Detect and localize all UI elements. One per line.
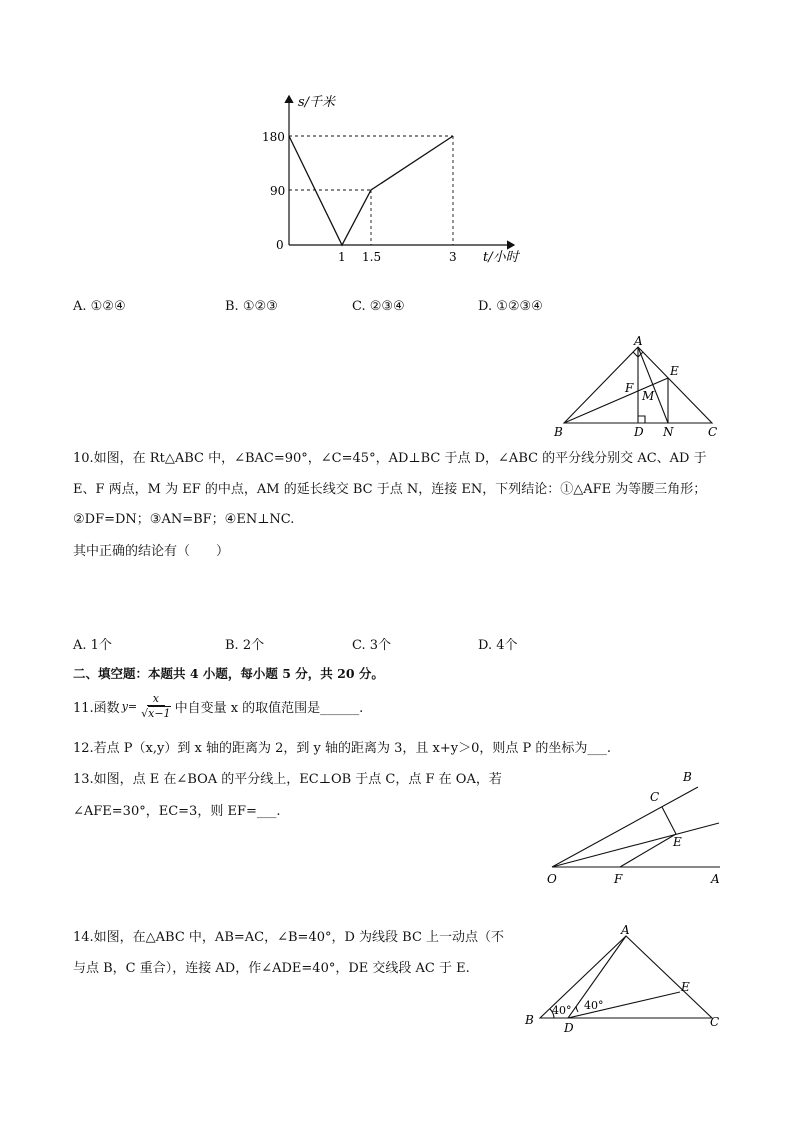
q10-label-b: B <box>554 425 563 439</box>
q11-denominator-text: x−1 <box>148 707 171 720</box>
segment-fe <box>620 834 676 867</box>
q14-angle-d: 40° <box>584 999 604 1012</box>
q11-numerator: x <box>147 692 165 706</box>
q10-option-c[interactable]: C. 3个 <box>352 638 392 653</box>
q9-option-a[interactable]: A. ①②④ <box>73 299 126 314</box>
q11-fraction <box>141 692 170 720</box>
q9-option-d[interactable]: D. ①②③④ <box>478 299 543 314</box>
q10-label-f: F <box>625 381 634 395</box>
q9-option-b[interactable]: B. ①②③ <box>225 299 278 314</box>
q10-option-d[interactable]: D. 4个 <box>478 638 518 653</box>
right-angle-d <box>638 416 645 423</box>
x-tick-1: 1 <box>338 250 346 264</box>
q10-label-d: D <box>634 425 644 439</box>
q13-label-b: B <box>683 770 692 784</box>
segment-an <box>638 347 668 423</box>
q10-label-a: A <box>634 334 643 348</box>
q14-label-d: D <box>564 1021 574 1035</box>
q10-option-b[interactable]: B. 2个 <box>225 638 265 653</box>
q13-line1: 13.如图，点 E 在∠BOA 的平分线上，EC⊥OB 于点 C，点 F 在 OA，若 <box>73 772 502 787</box>
q14-line1: 14.如图，在△ABC 中，AB=AC，∠B=40°，D 为线段 BC 上一动点（不 <box>73 930 505 945</box>
q10-label-m: M <box>642 389 655 403</box>
q10-line1: 10.如图，在 Rt△ABC 中，∠BAC=90°，∠C=45°，AD⊥BC 于点 D，∠ABC 的平分线分别交 AC、AD 于 <box>73 451 707 466</box>
y-axis-label: s/千米 <box>298 95 336 110</box>
distance-time-graph <box>262 88 540 268</box>
x-tick-1-5: 1.5 <box>362 250 382 264</box>
q11 <box>73 688 363 724</box>
q13-label-o: O <box>547 872 557 886</box>
sqrt-icon: √ <box>141 706 149 720</box>
q13-line2: ∠AFE=30°，EC=3，则 EF=___. <box>73 804 281 819</box>
q13-label-c: C <box>650 790 660 804</box>
section2-heading: 二、填空题：本题共 4 小题，每小题 5 分，共 20 分。 <box>73 666 384 681</box>
q11-suffix: 中自变量 x 的取值范围是______. <box>174 700 364 716</box>
q12: 12.若点 P（x,y）到 x 轴的距离为 2，到 y 轴的距离为 3，且 x+y＞0，则点 P 的坐标为___. <box>73 741 611 756</box>
q11-denominator <box>141 706 170 720</box>
q10-label-e: E <box>670 364 679 378</box>
q13-label-a: A <box>711 872 720 886</box>
q10-line4: 其中正确的结论有（ ） <box>73 544 230 559</box>
q10-label-c: C <box>708 425 718 439</box>
q13-angle-figure <box>540 765 730 890</box>
q14-label-e: E <box>681 980 690 994</box>
q14-label-b: B <box>525 1013 534 1027</box>
q14-line2: 与点 B，C 重合），连接 AD，作∠ADE=40°，DE 交线段 AC 于 E. <box>73 961 470 976</box>
bisector <box>552 823 719 867</box>
q10-option-a[interactable]: A. 1个 <box>73 638 112 653</box>
angle-arc-d <box>576 1006 578 1012</box>
q13-label-f: F <box>614 872 623 886</box>
q14-triangle-figure <box>518 922 728 1037</box>
y-tick-180: 180 <box>262 130 285 144</box>
segment-ec <box>662 807 676 834</box>
q10-label-n: N <box>663 425 674 439</box>
y-tick-90: 90 <box>270 184 286 198</box>
x-axis-label: t/小时 <box>483 250 519 265</box>
q11-prefix: 11.函数 <box>73 700 120 716</box>
y-tick-0: 0 <box>276 238 284 252</box>
q11-func-y: y= <box>121 699 138 713</box>
ray-ob <box>552 787 698 867</box>
q13-label-e: E <box>673 835 682 849</box>
q14-angle-b: 40° <box>552 1004 572 1017</box>
q9-option-c[interactable]: C. ②③④ <box>352 299 405 314</box>
q10-triangle-figure <box>548 332 728 440</box>
q14-label-c: C <box>710 1015 720 1029</box>
q10-line2: E、F 两点，M 为 EF 的中点，AM 的延长线交 BC 于点 N，连接 EN，下列结论：①△AFE 为等腰三角形； <box>73 482 707 497</box>
q14-label-a: A <box>621 923 630 937</box>
q10-line3: ②DF=DN；③AN=BF；④EN⊥NC. <box>73 512 295 527</box>
x-tick-3: 3 <box>449 250 457 264</box>
